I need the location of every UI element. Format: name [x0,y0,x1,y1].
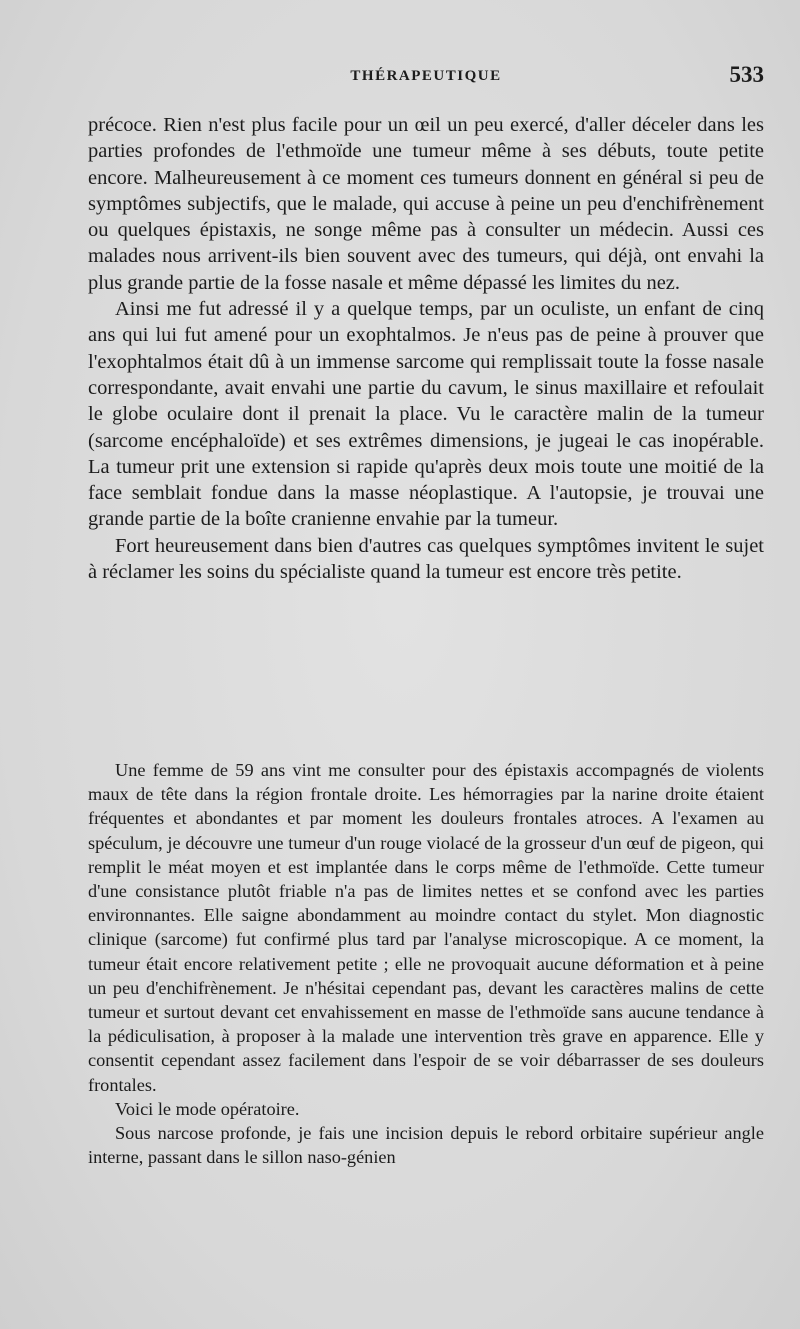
running-title: THÉRAPEUTIQUE [350,68,502,84]
case-paragraph: Sous narcose profonde, je fais une incision depuis le rebord orbitaire supérieur angle interne, passant dans le sillon naso-génien [88,1123,764,1168]
case-report-block [88,758,764,1169]
main-text-block [88,112,764,585]
case-paragraph: Une femme de 59 ans vint me consulter pour des épistaxis accompagnés de violents maux de tête dans la région frontale droite. Les hémorragies par la narine droite étaient fréquentes et abondantes et par moment les douleurs frontales atroces. A l'examen au spéculum, je découvre une tumeur d'un rouge violacé de la grosseur d'un œuf de pigeon, qui remplit le méat moyen et est implantée dans le corps même de l'ethmoïde. Cette tumeur d'une consistance plutôt friable n'a pas de limites nettes et se confond avec les parties environnantes. Elle saigne abondamment au moindre contact du stylet. Mon diagnostic clinique (sarcome) fut confirmé plus tard par l'analyse microscopique. A ce moment, la tumeur était encore relativement petite ; elle ne provoquait aucune déformation et à peine un peu d'enchifrènement. Je n'hésitai cependant pas, devant les caractères malins de cette tumeur et surtout devant cet envahissement en masse de l'ethmoïde sans aucune tendance à la pédiculisation, à proposer à la malade une intervention très grave en apparence. Elle y consentit cependant assez facilement dans l'espoir de se voir débarrasser de ses douleurs frontales. [88,760,764,1095]
page-number: 533 [729,62,764,87]
case-paragraph: Voici le mode opératoire. [115,1098,300,1119]
paragraph: Fort heureusement dans bien d'autres cas quelques symptômes invitent le sujet à réclamer les soins du spécialiste quand la tumeur est encore très petite. [88,534,764,584]
running-head [88,62,764,92]
paragraph: précoce. Rien n'est plus facile pour un œil un peu exercé, d'aller déceler dans les parties profondes de l'ethmoïde une tumeur même à ses débuts, toute petite encore. Malheureusement à ce moment ces tumeurs donnent en général si peu de symptômes subjectifs, que le malade, qui accuse à peine un peu d'enchifrènement ou quelques épistaxis, ne songe même pas à consulter un médecin. Aussi ces malades nous arrivent-ils bien souvent avec des tumeurs, qui déjà, ont envahi la plus grande partie de la fosse nasale et même dépassé les limites du nez. [88,114,764,294]
paragraph: Ainsi me fut adressé il y a quelque temps, par un oculiste, un enfant de cinq ans qui lui fut amené pour un exophtalmos. Je n'eus pas de peine à prouver que l'exophtalmos était dû à un immense sarcome qui remplissait toute la fosse nasale correspondante, avait envahi une partie du cavum, le sinus maxillaire et refoulait le globe oculaire dont il prenait la place. Vu le caractère malin de la tumeur (sarcome encéphaloïde) et ses extrêmes dimensions, je jugeai le cas inopérable. La tumeur prit une extension si rapide qu'après deux mois toute une moitié de la face semblait fondue dans la masse néoplastique. A l'autopsie, je trouvai une grande partie de la boîte cranienne envahie par la tumeur. [88,298,764,531]
